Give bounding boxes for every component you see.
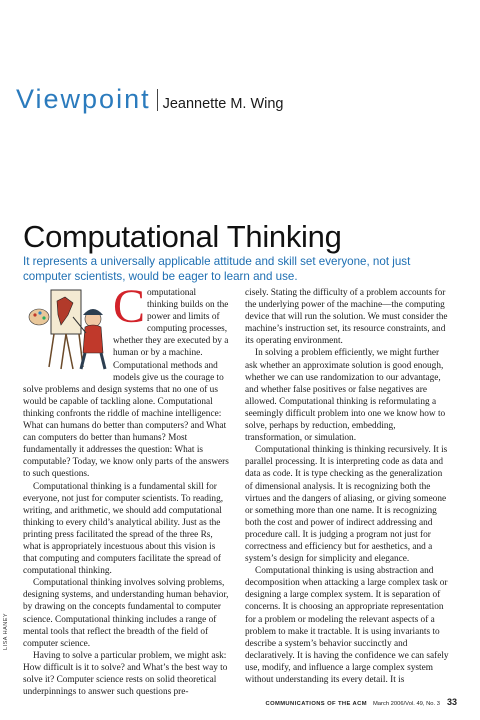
author-name: Jeannette M. Wing (162, 96, 284, 112)
article-subtitle: It represents a universally applicable attitude and skill set everyone, not just computer scientists, would be eager to learn and use. (23, 255, 411, 283)
paragraph: Computational thinking is using abstraction and decomposition when attacking a large complex task or designing a large complex system. It is separation of concerns. It is choosing an appropriate representation for a problem or modeling the relevant aspects of a problem to make it tractable. It is using invariants to describe a system’s behavior succinctly and declaratively. It is having the confidence we can safely use, modify, and influence a large complex system without understanding its every detail. It is (245, 566, 449, 685)
article-title: Computational Thinking (23, 219, 342, 254)
paragraph: Having to solve a particular problem, we might ask: How difficult is it to solve? and What’s the best way to solve it? Computer science rests on solid theoretical underpinnings to answer such questions pre- (23, 650, 228, 698)
left-column (23, 280, 229, 698)
paragraph: In solving a problem efficiently, we might further ask whether an approximate solution is good enough, whether we can use randomization to our advantage, and whether false positives or false negatives are allowed. Computational thinking is reformulating a seemingly difficult problem into one we know how to solve, perhaps by reduction, embedding, transformation, or simulation. (245, 348, 446, 444)
paragraph: Computational thinking is a fundamental skill for everyone, not just for computer scientists. To reading, writing, and arithmetic, we should add computational thinking to every child’s analytical ability. Just as the printing press facilitated the spread of the three Rs, what is appropriately incestuous about this vision is that computing and computers facilitate the spread of computational thinking. (23, 481, 224, 577)
illustration-credit: LISA HANEY (3, 612, 9, 650)
section-header (16, 84, 284, 115)
section-label: Viewpoint (16, 84, 151, 114)
right-column (245, 287, 451, 686)
drop-cap: C (113, 280, 146, 333)
paragraph: Computational thinking involves solving problems, designing systems, and understanding human behavior, by drawing on the concepts fundamental to computer science. Computational thinking includes a range of mental tools that reflect the breadth of the field of computer science. (23, 578, 229, 649)
painter-illustration (21, 287, 109, 371)
paragraph: cisely. Stating the difficulty of a problem accounts for the underlying power of the machine—the computing device that will run the solution. We must consider the machine’s instruction set, its resource constraints, and its operating environment. (245, 288, 448, 347)
paragraph: omputational thinking builds on the power and limits of computing processes, whether they are executed by a human or by a machine. Computational methods and models give us the courage to solve problems and design systems that no one of us would be capable of tackling alone. Computational thinking confronts the riddle of machine intelligence: What can humans do better than computers? and What can computers do better than humans? Most fundamentally it addresses the question: What is computable? Today, we know only parts of the answers to such questions. (23, 288, 229, 480)
header-divider (157, 89, 158, 111)
issue-info: March 2006/Vol. 49, No. 3 (372, 701, 440, 707)
page-number: 33 (446, 697, 457, 707)
page-footer (265, 697, 457, 707)
journal-name: COMMUNICATIONS OF THE ACM (265, 701, 367, 707)
paragraph: Computational thinking is thinking recursively. It is parallel processing. It is interpreting code as data and data as code. It is type checking as the generalization of dimensional analysis. It is recognizing both the virtues and the dangers of aliasing, or giving someone or something more than one name. It is recognizing both the cost and power of indirect addressing and procedure call. It is judging a program not just for correctness and efficiency but for aesthetics, and a system’s design for simplicity and elegance. (245, 445, 448, 565)
